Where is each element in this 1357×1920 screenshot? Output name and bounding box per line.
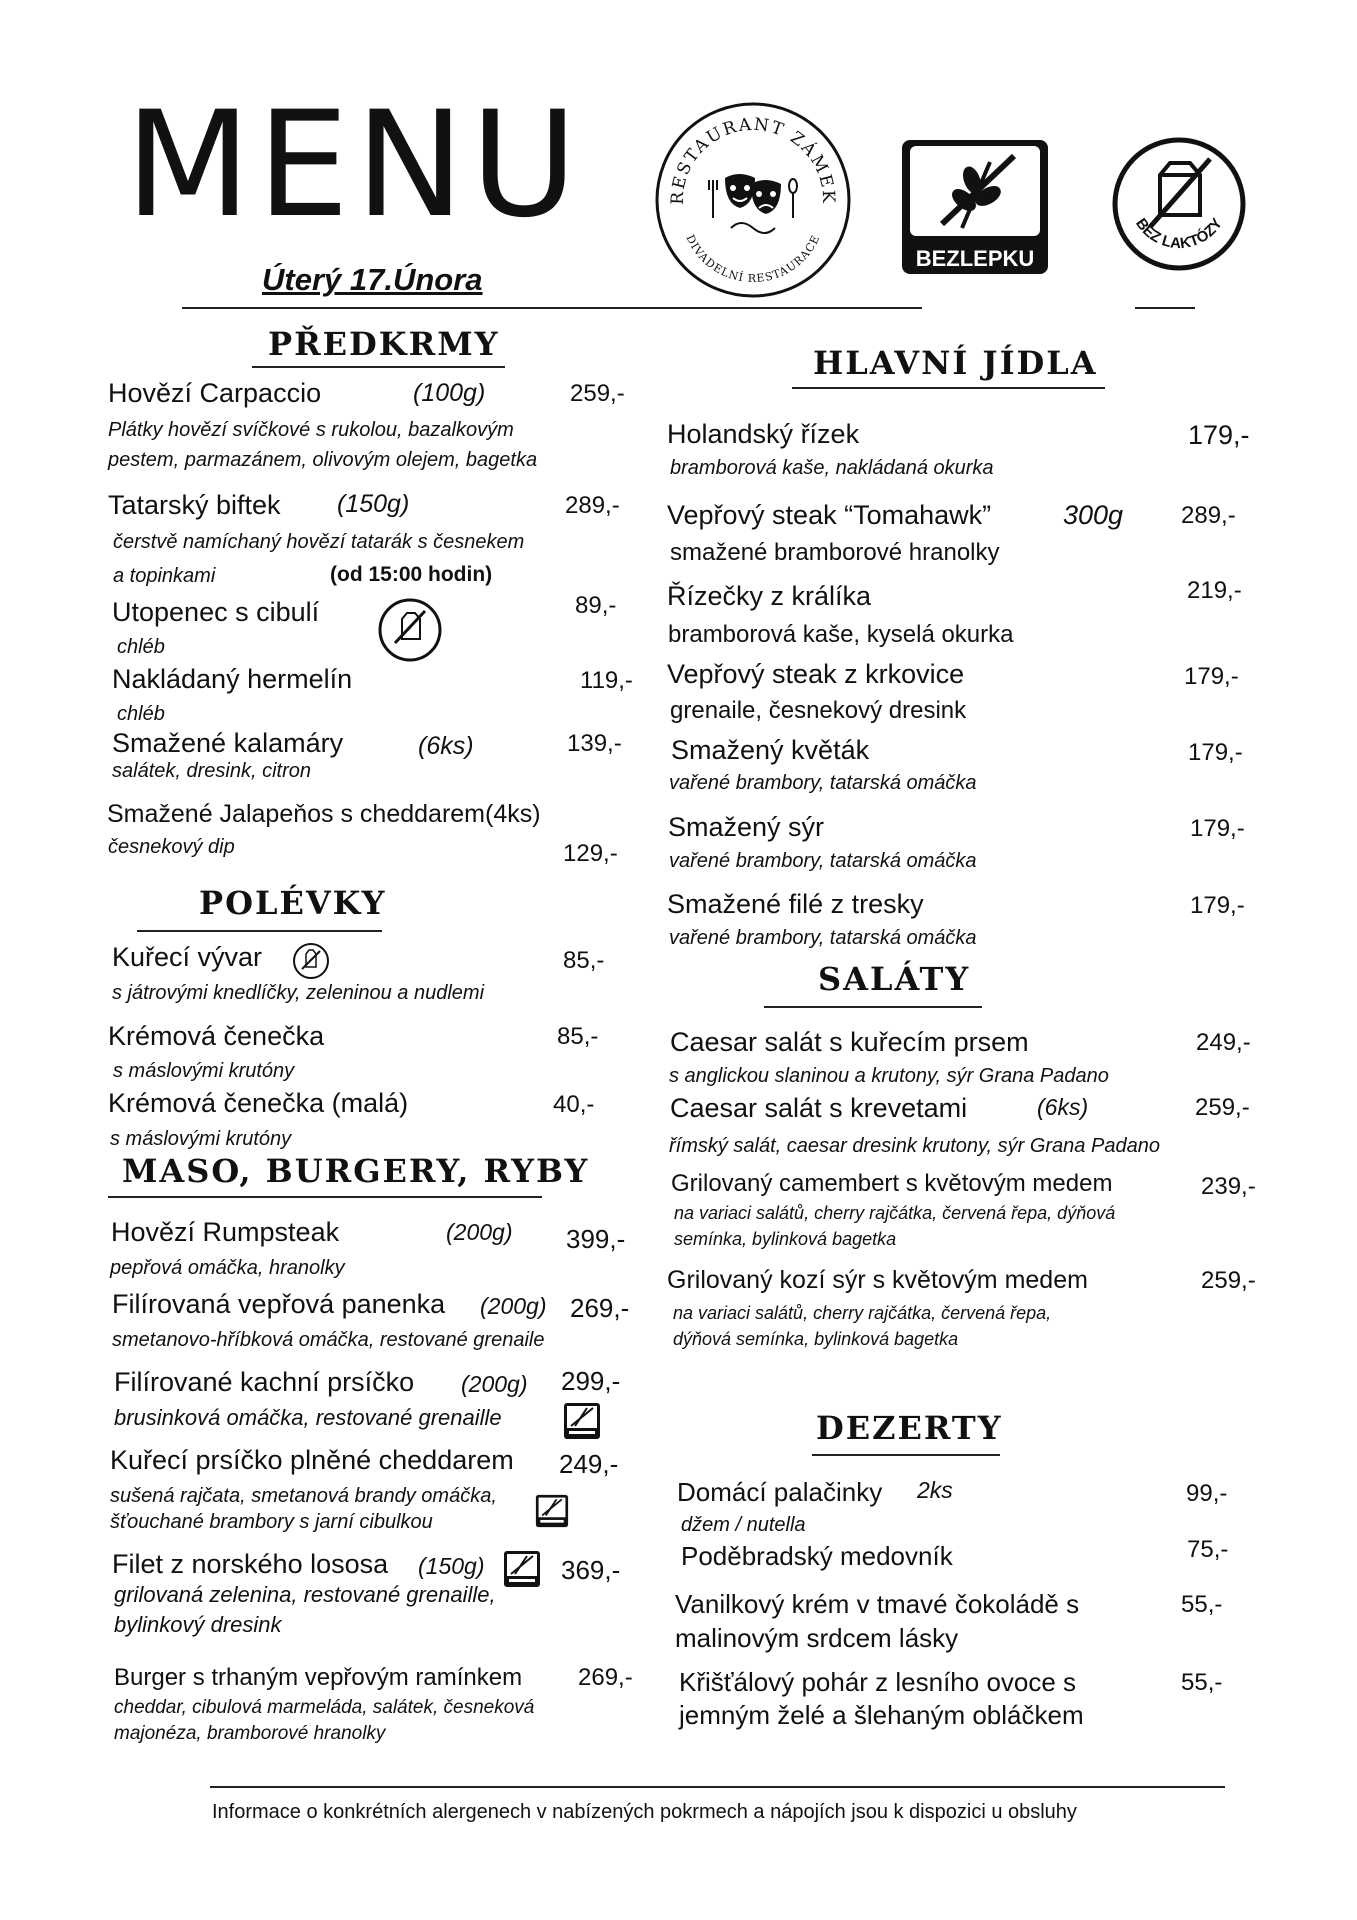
item-name: Vanilkový krém v tmavé čokoládě s bbox=[675, 1589, 1080, 1619]
item-price: 129,- bbox=[563, 840, 618, 867]
header-divider-short bbox=[1135, 307, 1195, 309]
svg-text:DIVADELNÍ RESTAURACE bbox=[683, 233, 822, 285]
item-desc: Plátky hovězí svíčkové s rukolou, bazalkovým bbox=[108, 419, 514, 441]
item-name: Filet z norského lososa bbox=[112, 1549, 389, 1579]
item-price: 369,- bbox=[561, 1555, 621, 1585]
header-divider bbox=[182, 307, 922, 309]
item-name: Grilovaný camembert s květovým medem bbox=[671, 1170, 1113, 1197]
item-price: 55,- bbox=[1181, 1669, 1223, 1696]
item-desc: grenaile, česnekový dresink bbox=[670, 697, 967, 724]
item-price: 179,- bbox=[1190, 815, 1245, 842]
item-price: 85,- bbox=[563, 947, 605, 974]
item-name: Tatarský biftek bbox=[108, 490, 281, 520]
item-price: 85,- bbox=[557, 1023, 599, 1050]
item-name: Smažený květák bbox=[671, 735, 870, 765]
item-name-line2: malinovým srdcem lásky bbox=[675, 1623, 959, 1653]
item-price: 75,- bbox=[1187, 1536, 1229, 1563]
item-desc: bramborová kaše, nakládaná okurka bbox=[670, 457, 994, 479]
logo-text-top: RESTAURANT ZÁMEK bbox=[667, 114, 839, 206]
item-price: 299,- bbox=[561, 1366, 621, 1396]
item-name: Smažený sýr bbox=[668, 812, 825, 842]
item-price: 269,- bbox=[578, 1664, 633, 1691]
svg-text:BEZ LAKTÓZY bbox=[1132, 215, 1226, 252]
item-qty: (150g) bbox=[337, 490, 410, 518]
item-price: 239,- bbox=[1201, 1173, 1256, 1200]
item-desc: bylinkový dresink bbox=[114, 1612, 282, 1637]
item-price: 99,- bbox=[1186, 1480, 1228, 1507]
item-name: Filírované kachní prsíčko bbox=[114, 1367, 415, 1397]
item-name: Kuřecí prsíčko plněné cheddarem bbox=[110, 1445, 514, 1475]
menu-title: MENU bbox=[125, 80, 584, 250]
logo-text-bottom: DIVADELNÍ RESTAURACE bbox=[683, 232, 823, 286]
item-desc: na variaci salátů, cherry rajčátka, červená řepa, bbox=[673, 1303, 1052, 1323]
item-qty: (6ks) bbox=[418, 732, 474, 760]
item-desc: dýňová semínka, bylinková bagetka bbox=[673, 1329, 959, 1349]
lactose-free-label: BEZ LAKTÓZY bbox=[1132, 215, 1226, 253]
item-desc: pepřová omáčka, hranolky bbox=[110, 1257, 345, 1279]
item-desc: česnekový dip bbox=[108, 836, 235, 858]
item-price: 249,- bbox=[559, 1449, 619, 1479]
item-desc: vařené brambory, tatarská omáčka bbox=[669, 850, 977, 872]
item-name: Řízečky z králíka bbox=[667, 581, 872, 611]
section-predkrmy: PŘEDKRMY bbox=[268, 325, 500, 363]
item-name: Smažené Jalapeňos s cheddarem(4ks) bbox=[107, 800, 541, 828]
item-qty: (200g) bbox=[461, 1371, 528, 1397]
item-price: 289,- bbox=[1181, 502, 1236, 529]
item-name-line2: jemným želé a šlehaným obláčkem bbox=[679, 1700, 1084, 1730]
item-desc: vařené brambory, tatarská omáčka bbox=[669, 772, 977, 794]
item-name: Holandský řízek bbox=[667, 419, 860, 449]
item-name: Domácí palačinky bbox=[677, 1477, 883, 1507]
item-price: 119,- bbox=[580, 667, 633, 694]
item-price: 179,- bbox=[1188, 739, 1243, 766]
section-underline bbox=[764, 1006, 982, 1008]
section-salaty: SALÁTY bbox=[818, 960, 971, 998]
item-qty: (6ks) bbox=[1037, 1094, 1089, 1120]
lactose-free-icon bbox=[377, 597, 443, 663]
item-price: 89,- bbox=[575, 592, 617, 619]
item-desc: a topinkami bbox=[113, 565, 216, 587]
item-price: 259,- bbox=[1201, 1267, 1256, 1294]
item-price: 399,- bbox=[566, 1224, 626, 1254]
item-price: 219,- bbox=[1187, 577, 1242, 604]
allergen-note: Informace o konkrétních alergenech v nabízených pokrmech a nápojích jsou k dispozici u obsluhy bbox=[212, 1801, 1077, 1823]
item-name: Hovězí Carpaccio bbox=[108, 378, 322, 408]
item-qty: (200g) bbox=[446, 1219, 513, 1245]
gluten-free-icon bbox=[503, 1550, 541, 1588]
item-desc: bramborová kaše, kyselá okurka bbox=[668, 621, 1014, 648]
item-desc: majonéza, bramborové hranolky bbox=[114, 1723, 386, 1744]
section-dezerty: DEZERTY bbox=[816, 1409, 1003, 1447]
item-desc: smetanovo-hříbková omáčka, restované grenaile bbox=[112, 1329, 545, 1351]
gluten-free-badge bbox=[902, 140, 1048, 274]
item-desc: s játrovými knedlíčky, zeleninou a nudlemi bbox=[112, 982, 485, 1004]
item-name: Kuřecí vývar bbox=[112, 942, 263, 972]
item-desc: cheddar, cibulová marmeláda, salátek, česneková bbox=[114, 1697, 535, 1718]
item-price: 179,- bbox=[1190, 892, 1245, 919]
item-price: 139,- bbox=[567, 730, 622, 757]
section-polevky: POLÉVKY bbox=[199, 884, 387, 922]
item-desc: brusinková omáčka, restované grenaille bbox=[114, 1405, 502, 1430]
gluten-free-icon bbox=[563, 1402, 601, 1440]
item-qty: (150g) bbox=[418, 1553, 485, 1579]
item-name: Poděbradský medovník bbox=[681, 1541, 953, 1571]
section-underline bbox=[137, 930, 382, 932]
item-name: Caesar salát s krevetami bbox=[670, 1093, 968, 1123]
item-name: Smažené kalamáry bbox=[112, 728, 344, 758]
lactose-free-badge bbox=[1110, 135, 1248, 273]
section-underline bbox=[792, 387, 1105, 389]
item-name: Caesar salát s kuřecím prsem bbox=[670, 1027, 1029, 1057]
item-desc: s anglickou slaninou a krutony, sýr Grana Padano bbox=[669, 1065, 1109, 1087]
item-name: Utopenec s cibulí bbox=[112, 597, 320, 627]
item-desc: na variaci salátů, cherry rajčátka, červená řepa, dýňová bbox=[674, 1203, 1116, 1223]
gluten-free-label: BEZLEPKU bbox=[915, 246, 1035, 271]
item-desc: čerstvě namíchaný hovězí tatarák s česnekem bbox=[113, 531, 525, 553]
section-maso: MASO, BURGERY, RYBY bbox=[122, 1152, 590, 1190]
item-name: Vepřový steak “Tomahawk” bbox=[667, 500, 992, 530]
item-desc: vařené brambory, tatarská omáčka bbox=[669, 927, 977, 949]
section-underline bbox=[108, 1196, 542, 1198]
item-price: 249,- bbox=[1196, 1029, 1251, 1056]
section-hlavni: HLAVNÍ JÍDLA bbox=[813, 344, 1098, 382]
item-desc: s máslovými krutóny bbox=[113, 1060, 295, 1082]
item-price: 269,- bbox=[570, 1293, 630, 1323]
section-underline bbox=[812, 1454, 1000, 1456]
item-price: 259,- bbox=[1195, 1094, 1250, 1121]
theatre-masks-icon bbox=[725, 174, 781, 214]
item-price: 179,- bbox=[1184, 663, 1239, 690]
item-name: Křišťálový pohár z lesního ovoce s bbox=[679, 1667, 1077, 1697]
item-price: 289,- bbox=[565, 492, 620, 519]
wheat-crossed-icon bbox=[902, 140, 1048, 240]
item-desc: s máslovými krutóny bbox=[110, 1128, 292, 1150]
item-name: Krémová čenečka (malá) bbox=[108, 1088, 409, 1118]
item-qty: (100g) bbox=[413, 379, 486, 407]
item-name: Vepřový steak z krkovice bbox=[667, 659, 965, 689]
footer-divider bbox=[210, 1786, 1225, 1788]
item-price: 179,- bbox=[1188, 420, 1250, 450]
lactose-free-icon bbox=[291, 941, 331, 981]
milk-carton-crossed-icon bbox=[1150, 159, 1210, 227]
item-name: Hovězí Rumpsteak bbox=[111, 1217, 340, 1247]
item-name: Nakládaný hermelín bbox=[112, 664, 353, 694]
item-desc: smažené bramborové hranolky bbox=[670, 539, 1000, 566]
item-desc: džem / nutella bbox=[681, 1514, 806, 1536]
item-price: 259,- bbox=[570, 380, 625, 407]
item-qty: 300g bbox=[1063, 500, 1124, 530]
restaurant-logo bbox=[653, 100, 853, 300]
item-qty: 2ks bbox=[917, 1477, 953, 1503]
section-underline bbox=[252, 366, 505, 368]
item-name: Krémová čenečka bbox=[108, 1021, 325, 1051]
gluten-free-icon bbox=[535, 1494, 569, 1528]
item-note: (od 15:00 hodin) bbox=[330, 563, 493, 586]
item-name: Filírovaná vepřová panenka bbox=[112, 1289, 446, 1319]
item-name: Smažené filé z tresky bbox=[667, 889, 924, 919]
item-price: 55,- bbox=[1181, 1591, 1223, 1618]
item-desc: sušená rajčata, smetanová brandy omáčka, bbox=[110, 1485, 497, 1507]
item-desc: římský salát, caesar dresink krutony, sýr Grana Padano bbox=[669, 1135, 1160, 1157]
item-desc: pestem, parmazánem, olivovým olejem, bagetka bbox=[108, 449, 538, 471]
item-qty: (200g) bbox=[480, 1293, 547, 1319]
item-desc: salátek, dresink, citron bbox=[112, 760, 311, 782]
item-desc: semínka, bylinková bagetka bbox=[674, 1229, 897, 1249]
item-name: Burger s trhaným vepřovým ramínkem bbox=[114, 1664, 523, 1691]
item-desc: chléb bbox=[117, 636, 165, 658]
item-desc: šťouchané brambory s jarní cibulkou bbox=[110, 1511, 433, 1533]
item-desc: grilovaná zelenina, restované grenaille, bbox=[114, 1582, 496, 1607]
item-name: Grilovaný kozí sýr s květovým medem bbox=[667, 1266, 1088, 1294]
item-desc: chléb bbox=[117, 703, 165, 725]
menu-date: Úterý 17.Února bbox=[262, 262, 483, 297]
item-price: 40,- bbox=[553, 1091, 595, 1118]
